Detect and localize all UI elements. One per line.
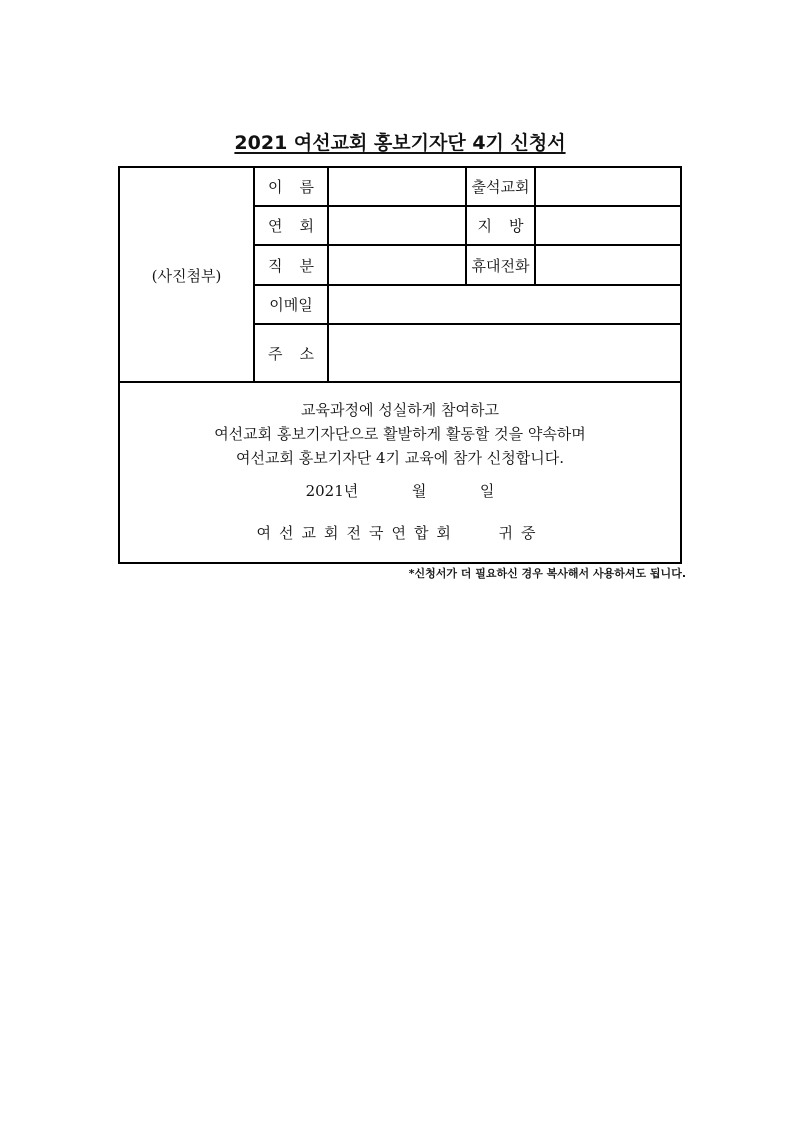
- position-label-a: 직: [268, 256, 283, 275]
- phone-field[interactable]: [536, 246, 680, 284]
- date-line: [120, 480, 680, 501]
- conference-label-a: 연: [268, 217, 283, 235]
- pledge-line-1: 교육과정에 성실하게 참여하고: [301, 401, 499, 419]
- conference-label-b: 회: [299, 217, 314, 235]
- title-text: 2021 여선교회 홍보기자단 4기 신청서: [234, 132, 566, 154]
- address-field[interactable]: [329, 325, 680, 381]
- pledge-text: [120, 398, 680, 470]
- church-label-text: 출석교회: [471, 178, 530, 196]
- photo-placeholder-label: (사진첨부): [151, 267, 222, 285]
- date-day[interactable]: 일: [479, 482, 495, 500]
- position-field[interactable]: [329, 246, 465, 284]
- date-month[interactable]: 월: [411, 482, 427, 500]
- recipient-honorific: 귀중: [498, 524, 544, 542]
- form-title: [0, 128, 800, 155]
- name-label-a: 이: [268, 178, 283, 196]
- pledge-line-2: 여선교회 홍보기자단으로 활발하게 활동할 것을 약속하며: [214, 425, 586, 443]
- address-label: [255, 325, 327, 381]
- position-label-b: 분: [299, 256, 314, 275]
- pledge-line-3: 여선교회 홍보기자단 4기 교육에 참가 신청합니다.: [236, 449, 564, 467]
- email-label-text: 이메일: [269, 296, 313, 314]
- address-label-b: 소: [299, 344, 314, 363]
- date-year: 2021년: [305, 482, 359, 500]
- phone-label: [467, 246, 534, 284]
- phone-label-text: 휴대전화: [471, 256, 530, 275]
- name-field[interactable]: [329, 168, 465, 205]
- conference-label: [255, 207, 327, 244]
- district-label-b: 방: [509, 217, 524, 235]
- recipient-name: 여선교회전국연합회: [256, 524, 459, 542]
- section-divider: [120, 381, 680, 383]
- conference-field[interactable]: [329, 207, 465, 244]
- recipient-line: [120, 522, 680, 543]
- name-label: [255, 168, 327, 205]
- district-label: [467, 207, 534, 244]
- photo-attachment-area[interactable]: [120, 168, 253, 381]
- district-field[interactable]: [536, 207, 680, 244]
- name-label-b: 름: [299, 178, 314, 196]
- email-field[interactable]: [329, 286, 680, 323]
- district-label-a: 지: [477, 217, 492, 235]
- address-label-a: 주: [268, 344, 283, 363]
- church-label: [467, 168, 534, 205]
- position-label: [255, 246, 327, 284]
- footnote: *신청서가 더 필요하신 경우 복사해서 사용하셔도 됩니다.: [408, 567, 686, 580]
- application-form-table: [118, 166, 682, 564]
- church-field[interactable]: [536, 168, 680, 205]
- email-label: [255, 286, 327, 323]
